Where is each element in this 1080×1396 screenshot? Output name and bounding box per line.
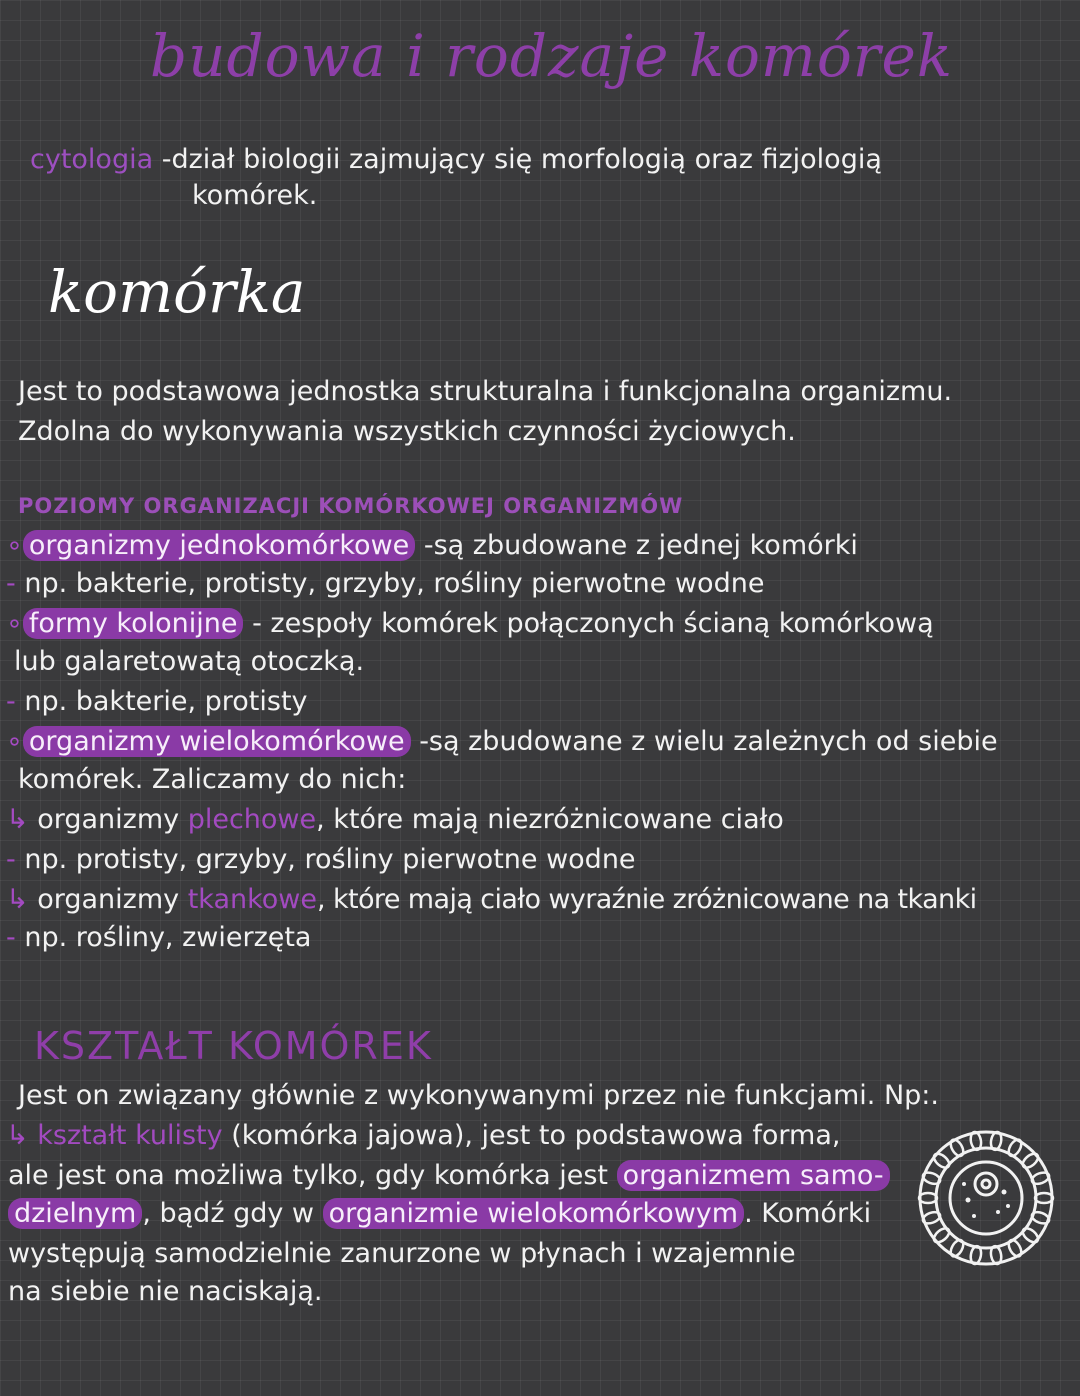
corona-petal	[931, 1226, 951, 1245]
level-item2-example: - np. bakterie, protisty	[6, 686, 308, 717]
level-item3-cont: komórek. Zaliczamy do nich:	[18, 764, 407, 795]
shape-line3: ale jest ona możliwa tylko, gdy komórka jest organizmem samo-	[8, 1158, 890, 1194]
level-item1	[6, 528, 858, 564]
cytologia-def-line2: komórek.	[192, 180, 318, 211]
corona-petal	[1020, 1226, 1040, 1245]
shape-line5: występują samodzielnie zanurzone w płynach i wzajemnie	[8, 1238, 796, 1269]
level-sub2-example: - np. rośliny, zwierzęta	[6, 922, 312, 953]
shape-line2: ↳ kształt kulisty (komórka jajowa), jest to podstawowa forma,	[6, 1120, 841, 1151]
definition-line1: Jest to podstawowa jednostka strukturalna i funkcjonalna organizmu.	[18, 376, 953, 407]
dash-icon: -	[6, 686, 25, 717]
highlight-wielokomorkowym: organizmie wielokomórkowym	[323, 1198, 745, 1229]
level-sub1-example: - np. protisty, grzyby, rośliny pierwotne wodne	[6, 844, 636, 875]
cytologia-definition	[30, 142, 882, 178]
egg-cell-icon	[912, 1118, 1060, 1278]
level-item1-text: -są zbudowane z jednej komórki	[415, 530, 858, 561]
corona-petal	[948, 1238, 966, 1259]
bullet-icon: ∘	[6, 530, 23, 561]
level-item2	[6, 606, 934, 642]
dash-icon: -	[6, 568, 25, 599]
corona-petal	[1030, 1170, 1050, 1186]
definition-line2: Zdolna do wykonywania wszystkich czynności życiowych.	[18, 416, 796, 447]
cytologia-term: cytologia	[30, 144, 154, 175]
shape-line4: dzielnym , bądź gdy w organizmie wielokomórkowym . Komórki	[8, 1196, 871, 1232]
level-item3	[6, 724, 998, 760]
corona-petal	[1035, 1193, 1053, 1203]
highlight-dzielnym: dzielnym	[8, 1198, 142, 1229]
level-sub2: ↳ organizmy tkankowe, które mają ciało wyraźnie zróżnicowane na tkanki	[6, 884, 977, 915]
shape-line6: na siebie nie naciskają.	[8, 1276, 323, 1307]
arrow-icon: ↳	[6, 884, 38, 915]
corona-petal	[1006, 1238, 1024, 1259]
dash-icon: -	[6, 844, 25, 875]
level-item1-term: organizmy jednokomórkowe	[23, 530, 415, 561]
highlight-organizmem: organizmem samo-	[617, 1160, 890, 1191]
corona-petal	[931, 1151, 951, 1170]
corona-petal	[921, 1210, 941, 1226]
kulisty-term: kształt kulisty	[37, 1120, 223, 1151]
level-item1-example: - np. bakterie, protisty, grzyby, rośliny pierwotne wodne	[6, 568, 765, 599]
corona-petal	[1030, 1210, 1050, 1226]
dash-icon: -	[6, 922, 25, 953]
corona-petal	[919, 1193, 937, 1203]
shape-heading: KSZTAŁT KOMÓREK	[34, 1024, 433, 1068]
corona-petal	[1006, 1138, 1024, 1159]
level-item3-text: -są zbudowane z wielu zależnych od siebie	[410, 726, 998, 757]
arrow-icon: ↳	[6, 1120, 38, 1151]
bullet-icon: ∘	[6, 608, 23, 639]
plechowe-term: plechowe	[187, 804, 317, 835]
level-item3-term: organizmy wielokomórkowe	[23, 726, 411, 757]
level-item2-text: - zespoły komórek połączonych ścianą komórkową	[243, 608, 934, 639]
komorka-heading: komórka	[48, 258, 306, 326]
shape-line1: Jest on związany głównie z wykonywanymi przez nie funkcjami. Np:.	[18, 1080, 939, 1111]
levels-heading: POZIOMY ORGANIZACJI KOMÓRKOWEJ ORGANIZMÓW	[18, 494, 684, 518]
tkankowe-term: tkankowe	[187, 884, 317, 915]
bullet-icon: ∘	[6, 726, 23, 757]
level-sub1: ↳ organizmy plechowe, które mają niezróżnicowane ciało	[6, 804, 784, 835]
corona-petal	[948, 1138, 966, 1159]
level-item2-term: formy kolonijne	[23, 608, 244, 639]
corona-petal	[921, 1170, 941, 1186]
page-title: budowa i rodzaje komórek	[150, 22, 954, 90]
corona-petal	[1020, 1151, 1040, 1170]
cytologia-def-line1: -dział biologii zajmujący się morfologią oraz fizjologią	[153, 144, 882, 175]
arrow-icon: ↳	[6, 804, 38, 835]
level-item2-cont: lub galaretowatą otoczką.	[14, 646, 365, 677]
